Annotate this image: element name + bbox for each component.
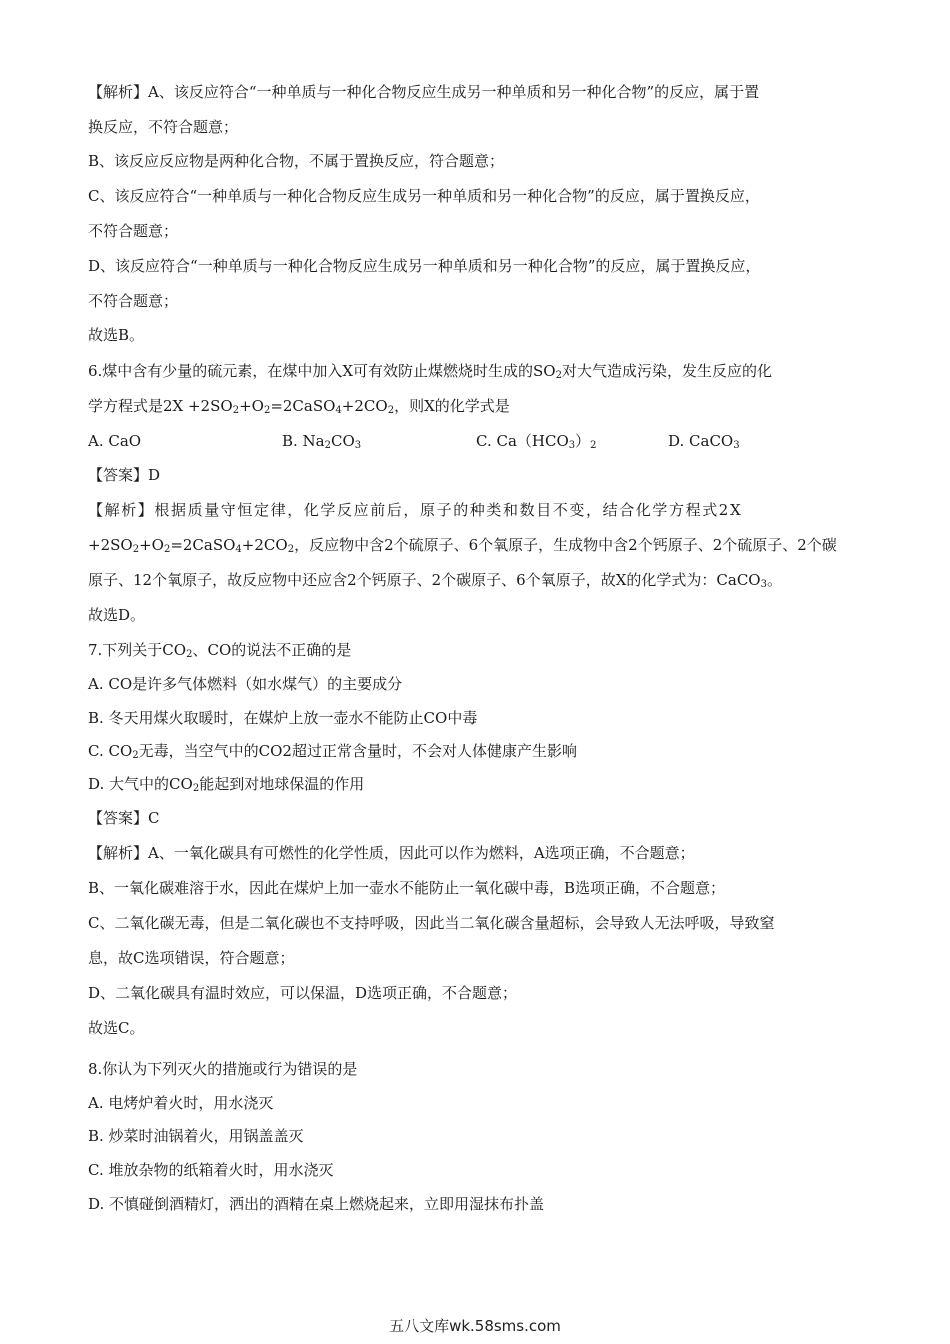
q6-stem-line-1: 6.煤中含有少量的硫元素，在煤中加入X可有效防止煤燃烧时生成的$SO_2$对大气造成污染，发生反应的化: [88, 362, 772, 381]
q6-analysis-line-1: 【解析】根据质量守恒定律，化学反应前后，原子的种类和数目不变，结合化学方程式2X: [88, 501, 743, 519]
q6-stem-line-2: 学方程式是$2X +2SO_2+O_2=2CaSO_4+2CO_2$，则X的化学式是: [88, 397, 510, 416]
q8-option-c: C. 堆放杂物的纸箱着火时，用水浇灭: [88, 1161, 334, 1179]
q7-option-a: A. CO是许多气体燃料（如水煤气）的主要成分: [88, 675, 403, 693]
q8-option-b: B. 炒菜时油锅着火，用锅盖盖灭: [88, 1127, 304, 1145]
q6-option-a: A. CaO: [88, 432, 142, 450]
q6-analysis-line-3: 原子、12个氧原子，故反应物中还应含2个钙原子、2个碳原子、6个氧原子，故X的化学式为：CaCO$_3$。: [88, 571, 782, 590]
q8-option-d: D. 不慎碰倒酒精灯，洒出的酒精在桌上燃烧起来，立即用湿抹布扑盖: [88, 1195, 545, 1213]
q5-analysis-line-4: C、该反应符合“一种单质与一种化合物反应生成另一种单质和另一种化合物”的反应，属于置换反应，: [88, 187, 760, 205]
q7-option-c: C. $CO_2$无毒，当空气中的CO2超过正常含量时，不会对人体健康产生影响: [88, 742, 577, 761]
q5-analysis-line-2: 换反应，不符合题意；: [88, 118, 239, 136]
q7-analysis-line-4: 息，故C选项错误，符合题意；: [88, 949, 295, 967]
q7-stem: 7.下列关于$CO_2$、CO的说法不正确的是: [88, 641, 352, 660]
q5-analysis-line-1: 【解析】A、该反应符合“一种单质与一种化合物反应生成另一种单质和另一种化合物”的反应，属于置: [88, 83, 760, 101]
q6-analysis-line-2: $+2SO_2+O_2=2CaSO_4+2CO_2$，反应物中含2个硫原子、6个氧原子，生成物中含2个钙原子、2个硫原子、2个碳: [88, 536, 837, 555]
q7-conclusion: 故选C。: [88, 1019, 145, 1037]
q6-option-b: B. $Na_2CO_3$: [282, 432, 362, 451]
q7-analysis-line-5: D、二氧化碳具有温时效应，可以保温，D选项正确，不合题意；: [88, 984, 518, 1002]
footer-watermark: 五八文库wk.58sms.com: [389, 1317, 561, 1335]
q7-option-d: D. 大气中的$CO_2$能起到对地球保温的作用: [88, 775, 365, 794]
q6-option-c: C. $Ca(HCO_3)_2$: [476, 432, 597, 451]
q7-analysis-line-1: 【解析】A、一氧化碳具有可燃性的化学性质，因此可以作为燃料，A选项正确，不合题意；: [88, 844, 695, 862]
q8-option-a: A. 电烤炉着火时，用水浇灭: [88, 1094, 274, 1112]
q5-conclusion: 故选B。: [88, 326, 145, 344]
q5-analysis-line-5: 不符合题意；: [88, 222, 179, 240]
q7-analysis-line-3: C、二氧化碳无毒，但是二氧化碳也不支持呼吸，因此当二氧化碳含量超标，会导致人无法呼吸，导致窒: [88, 914, 775, 932]
q8-stem: 8.你认为下列灭火的措施或行为错误的是: [88, 1060, 358, 1078]
q5-analysis-line-6: D、该反应符合“一种单质与一种化合物反应生成另一种单质和另一种化合物”的反应，属于置换反应，: [88, 257, 761, 275]
q6-conclusion: 故选D。: [88, 606, 146, 624]
q7-option-b: B. 冬天用煤火取暖时，在媒炉上放一壶水不能防止CO中毒: [88, 709, 478, 727]
q7-answer: 【答案】C: [88, 809, 160, 827]
q6-answer: 【答案】D: [88, 466, 161, 484]
q5-analysis-line-7: 不符合题意；: [88, 292, 179, 310]
q7-analysis-line-2: B、一氧化碳难溶于水，因此在煤炉上加一壶水不能防止一氧化碳中毒，B选项正确，不合题意；: [88, 879, 726, 897]
q6-option-d: D. CaCO$_3$: [668, 432, 740, 451]
q5-analysis-line-3: B、该反应反应物是两种化合物，不属于置换反应，符合题意；: [88, 152, 505, 170]
